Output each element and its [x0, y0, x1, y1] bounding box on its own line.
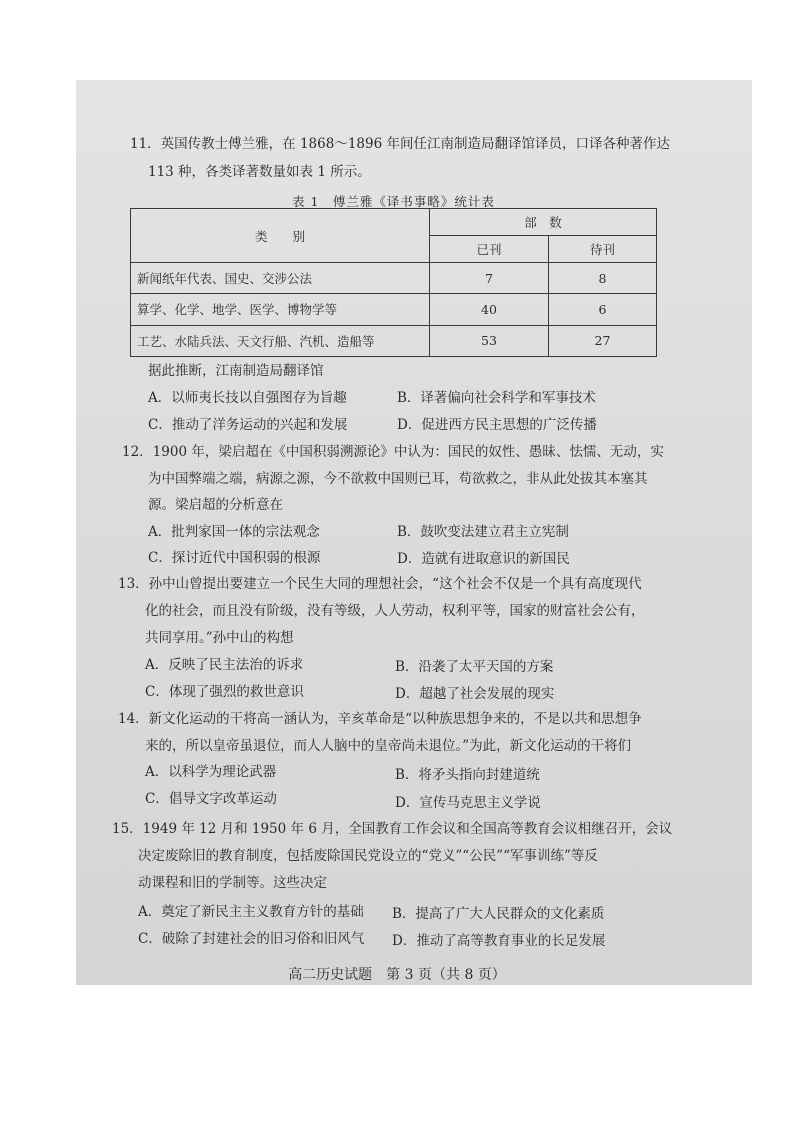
- question-11-stem: 据此推断，江南制造局翻译馆: [148, 363, 324, 379]
- q12-option-c[interactable]: C．探讨近代中国积弱的根源: [148, 550, 321, 566]
- question-12-line-1: 12．1900 年，梁启超在《中国积弱溯源论》中认为：国民的奴性、愚昧、怯懦、无动，实: [122, 444, 664, 460]
- table-row: [131, 263, 657, 294]
- question-12-line-2: 为中国弊端之端，病源之源，今不欲救中国则已耳，苟欲救之，非从此处拔其本塞其: [148, 471, 648, 487]
- table-header-pending: 待刊: [549, 236, 657, 263]
- question-15-line-3: 动课程和旧的学制等。这些决定: [138, 875, 327, 891]
- question-13-line-1: 13．孙中山曾提出要建立一个民生大同的理想社会，“这个社会不仅是一个具有高度现代: [118, 576, 642, 592]
- question-11-line-2: 113 种，各类译著数量如表 1 所示。: [148, 164, 371, 180]
- table-cell-pending: 6: [549, 294, 657, 325]
- q11-option-c[interactable]: C．推动了洋务运动的兴起和发展: [148, 417, 348, 433]
- question-12-line-3: 源。梁启超的分析意在: [148, 497, 283, 513]
- q14-option-d[interactable]: D．宣传马克思主义学说: [395, 795, 541, 811]
- q14-option-c[interactable]: C．倡导文字改革运动: [145, 791, 277, 807]
- statistics-table: [130, 208, 657, 357]
- q15-option-c[interactable]: C．破除了封建社会的旧习俗和旧风气: [138, 931, 365, 947]
- table-cell-category: 算学、化学、地学、医学、博物学等: [131, 294, 430, 325]
- page-footer: 高二历史试题 第 3 页（共 8 页）: [288, 967, 506, 983]
- table-cell-category: 工艺、水陆兵法、天文行船、汽机、造船等: [131, 325, 430, 356]
- table-cell-pending: 27: [549, 325, 657, 356]
- table-header-category: 类 别: [131, 209, 430, 263]
- question-14-line-1: 14．新文化运动的干将高一涵认为，辛亥革命是“以种族思想争来的，不是以共和思想争: [118, 711, 642, 727]
- q15-option-a[interactable]: A．奠定了新民主主义教育方针的基础: [138, 904, 364, 920]
- q13-option-c[interactable]: C．体现了强烈的救世意识: [145, 684, 304, 700]
- table-cell-category: 新闻纸年代表、国史、交涉公法: [131, 263, 430, 294]
- table-header-published: 已刊: [430, 236, 549, 263]
- table-header-count: 部 数: [430, 209, 657, 236]
- q12-option-a[interactable]: A．批判家国一体的宗法观念: [148, 524, 320, 540]
- question-13-line-2: 化的社会，而且没有阶级，没有等级，人人劳动，权利平等，国家的财富社会公有，: [145, 603, 645, 619]
- question-15-line-2: 决定废除旧的教育制度，包括废除国民党设立的“党义”“公民”“军事训练”等反: [138, 848, 598, 864]
- question-15-line-1: 15．1949 年 12 月和 1950 年 6 月，全国教育工作会议和全国高等教育会议相继召开，会议: [112, 821, 673, 837]
- q15-option-d[interactable]: D．推动了高等教育事业的长足发展: [392, 933, 606, 949]
- table-cell-pending: 8: [549, 263, 657, 294]
- table-cell-published: 53: [430, 325, 549, 356]
- question-14-line-2: 来的，所以皇帝虽退位，而人人脑中的皇帝尚未退位。”为此，新文化运动的干将们: [145, 738, 632, 754]
- question-11-line-1: 11．英国传教士傅兰雅，在 1868～1896 年间任江南制造局翻译馆译员，口译各种著作达: [130, 136, 670, 152]
- question-13-line-3: 共同享用。”孙中山的构想: [145, 630, 294, 646]
- q11-option-b[interactable]: B．译著偏向社会科学和军事技术: [397, 390, 596, 406]
- table-row: [131, 325, 657, 356]
- q11-option-d[interactable]: D．促进西方民主思想的广泛传播: [397, 417, 597, 433]
- q11-option-a[interactable]: A．以师夷长技以自强图存为旨趣: [148, 390, 347, 406]
- q14-option-a[interactable]: A．以科学为理论武器: [145, 764, 277, 780]
- q13-option-d[interactable]: D．超越了社会发展的现实: [395, 686, 555, 702]
- table-caption: 表 1 傅兰雅《译书事略》统计表: [292, 194, 495, 209]
- q13-option-b[interactable]: B．沿袭了太平天国的方案: [395, 659, 554, 675]
- q12-option-b[interactable]: B．鼓吹变法建立君主立宪制: [397, 524, 569, 540]
- table-cell-published: 40: [430, 294, 549, 325]
- table-row: [131, 294, 657, 325]
- q12-option-d[interactable]: D．造就有进取意识的新国民: [397, 551, 570, 567]
- q13-option-a[interactable]: A．反映了民主法治的诉求: [145, 657, 304, 673]
- q14-option-b[interactable]: B．将矛头指向封建道统: [395, 767, 540, 783]
- q15-option-b[interactable]: B．提高了广大人民群众的文化素质: [392, 906, 605, 922]
- table-cell-published: 7: [430, 263, 549, 294]
